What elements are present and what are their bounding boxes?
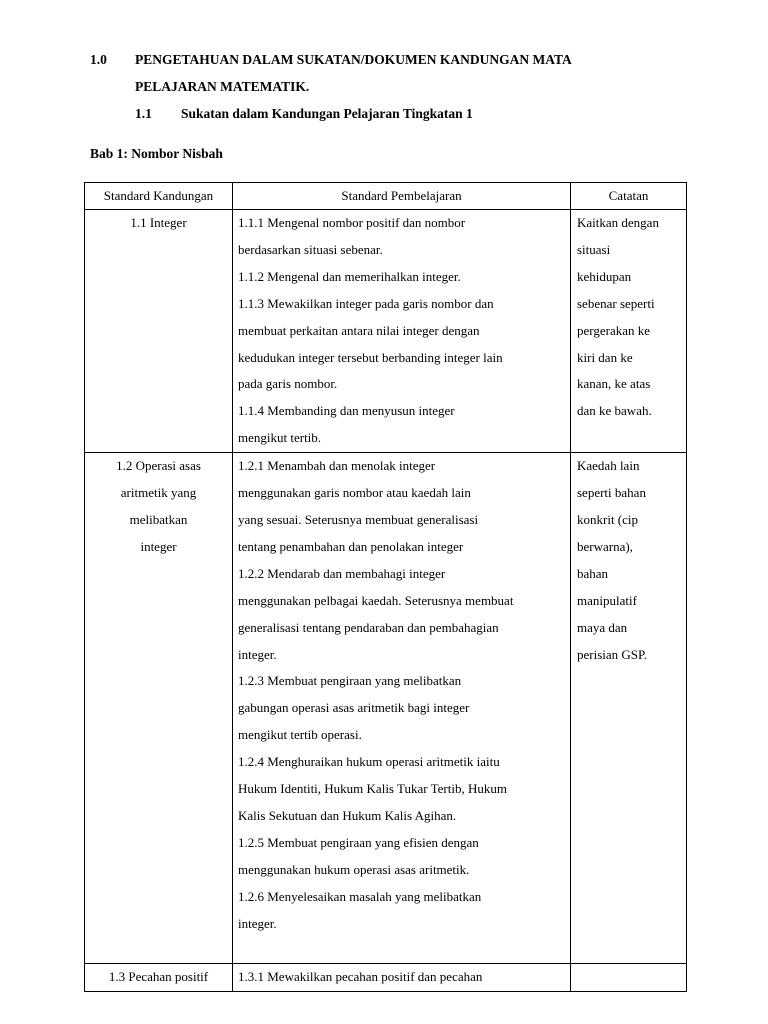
learning-line: 1.2.4 Menghuraikan hukum operasi aritmetik iaitu xyxy=(238,754,500,770)
learning-line: integer. xyxy=(238,646,277,662)
content-standard-cell xyxy=(85,210,233,453)
note-line: manipulatif xyxy=(577,592,637,608)
subsection-number: 1.1 xyxy=(135,106,152,121)
learning-line: 1.2.5 Membuat pengiraan yang efisien dengan xyxy=(238,834,479,850)
header-standard-kandungan: Standard Kandungan xyxy=(85,183,233,210)
learning-line: Hukum Identiti, Hukum Kalis Tukar Tertib, Hukum xyxy=(238,781,507,797)
header-standard-pembelajaran: Standard Pembelajaran xyxy=(233,183,571,210)
table-header-row xyxy=(85,183,687,210)
note-line: kiri dan ke xyxy=(577,349,633,365)
learning-standard-cell xyxy=(233,210,571,453)
learning-line: tentang penambahan dan penolakan integer xyxy=(238,538,464,554)
learning-standard-cell xyxy=(233,964,571,992)
subsection-title: Sukatan dalam Kandungan Pelajaran Tingkatan 1 xyxy=(181,106,473,121)
learning-line: berdasarkan situasi sebenar. xyxy=(238,241,383,257)
learning-line: 1.2.2 Mendarab dan membahagi integer xyxy=(238,565,446,581)
content-standard-cell xyxy=(85,964,233,992)
note-line: maya dan xyxy=(577,619,628,635)
learning-line: 1.1.2 Mengenal dan memerihalkan integer. xyxy=(238,268,461,284)
content-line: 1.2 Operasi asas xyxy=(116,458,201,474)
syllabus-table xyxy=(84,182,687,992)
learning-line: 1.2.1 Menambah dan menolak integer xyxy=(238,458,436,474)
learning-standard-cell xyxy=(233,453,571,964)
learning-line: kedudukan integer tersebut berbanding integer lain xyxy=(238,349,503,365)
note-line: kehidupan xyxy=(577,268,632,284)
learning-line: pada garis nombor. xyxy=(238,376,338,392)
content-line: melibatkan xyxy=(129,511,188,527)
learning-line: generalisasi tentang pendaraban dan pembahagian xyxy=(238,619,499,635)
note-line: berwarna), xyxy=(577,538,633,554)
table-row xyxy=(85,964,687,992)
section-number: 1.0 xyxy=(90,52,107,67)
note-line: sebenar seperti xyxy=(577,295,655,311)
table-row xyxy=(85,210,687,453)
note-line: situasi xyxy=(577,241,611,257)
note-line: bahan xyxy=(577,565,609,581)
learning-line: 1.1.3 Mewakilkan integer pada garis nombor dan xyxy=(238,295,494,311)
learning-line: 1.2.3 Membuat pengiraan yang melibatkan xyxy=(238,673,462,689)
learning-line: 1.3.1 Mewakilkan pecahan positif dan pecahan xyxy=(238,969,483,985)
content-line: integer xyxy=(140,538,177,554)
section-title-line-1: PENGETAHUAN DALAM SUKATAN/DOKUMEN KANDUNGAN MATA xyxy=(135,52,572,67)
learning-line: 1.2.6 Menyelesaikan masalah yang melibatkan xyxy=(238,888,482,904)
note-line: kanan, ke atas xyxy=(577,376,651,392)
content-line: 1.3 Pecahan positif xyxy=(108,969,209,985)
learning-line: 1.1.1 Mengenal nombor positif dan nombor xyxy=(238,215,466,230)
notes-cell xyxy=(571,964,687,992)
learning-line: menggunakan hukum operasi asas aritmetik. xyxy=(238,861,470,877)
note-line: dan ke bawah. xyxy=(577,403,652,419)
note-line: Kaedah lain xyxy=(577,458,640,474)
chapter-title: Bab 1: Nombor Nisbah xyxy=(90,146,223,161)
learning-line: menggunakan pelbagai kaedah. Seterusnya membuat xyxy=(238,592,514,608)
section-title-line-2: PELAJARAN MATEMATIK. xyxy=(135,79,310,94)
note-line: seperti bahan xyxy=(577,485,646,501)
content-standard-cell xyxy=(85,453,233,964)
note-line: Kaitkan dengan xyxy=(577,215,659,230)
header-catatan: Catatan xyxy=(571,183,687,210)
learning-line: yang sesuai. Seterusnya membuat generalisasi xyxy=(238,511,479,527)
learning-line: gabungan operasi asas aritmetik bagi integer xyxy=(238,700,470,716)
note-line: pergerakan ke xyxy=(577,322,651,338)
learning-line: mengikut tertib operasi. xyxy=(238,727,362,743)
learning-line: membuat perkaitan antara nilai integer dengan xyxy=(238,322,480,338)
note-line: perisian GSP. xyxy=(577,646,648,662)
content-line: 1.1 Integer xyxy=(130,215,187,230)
notes-cell xyxy=(571,210,687,453)
notes-cell xyxy=(571,453,687,964)
learning-line: Kalis Sekutuan dan Hukum Kalis Agihan. xyxy=(238,807,457,823)
table-row xyxy=(85,453,687,964)
learning-line: mengikut tertib. xyxy=(238,430,322,446)
learning-line: integer. xyxy=(238,915,277,931)
note-line: konkrit (cip xyxy=(577,511,639,527)
content-line: aritmetik yang xyxy=(120,485,197,501)
learning-line: 1.1.4 Membanding dan menyusun integer xyxy=(238,403,455,419)
learning-line: menggunakan garis nombor atau kaedah lain xyxy=(238,485,471,501)
